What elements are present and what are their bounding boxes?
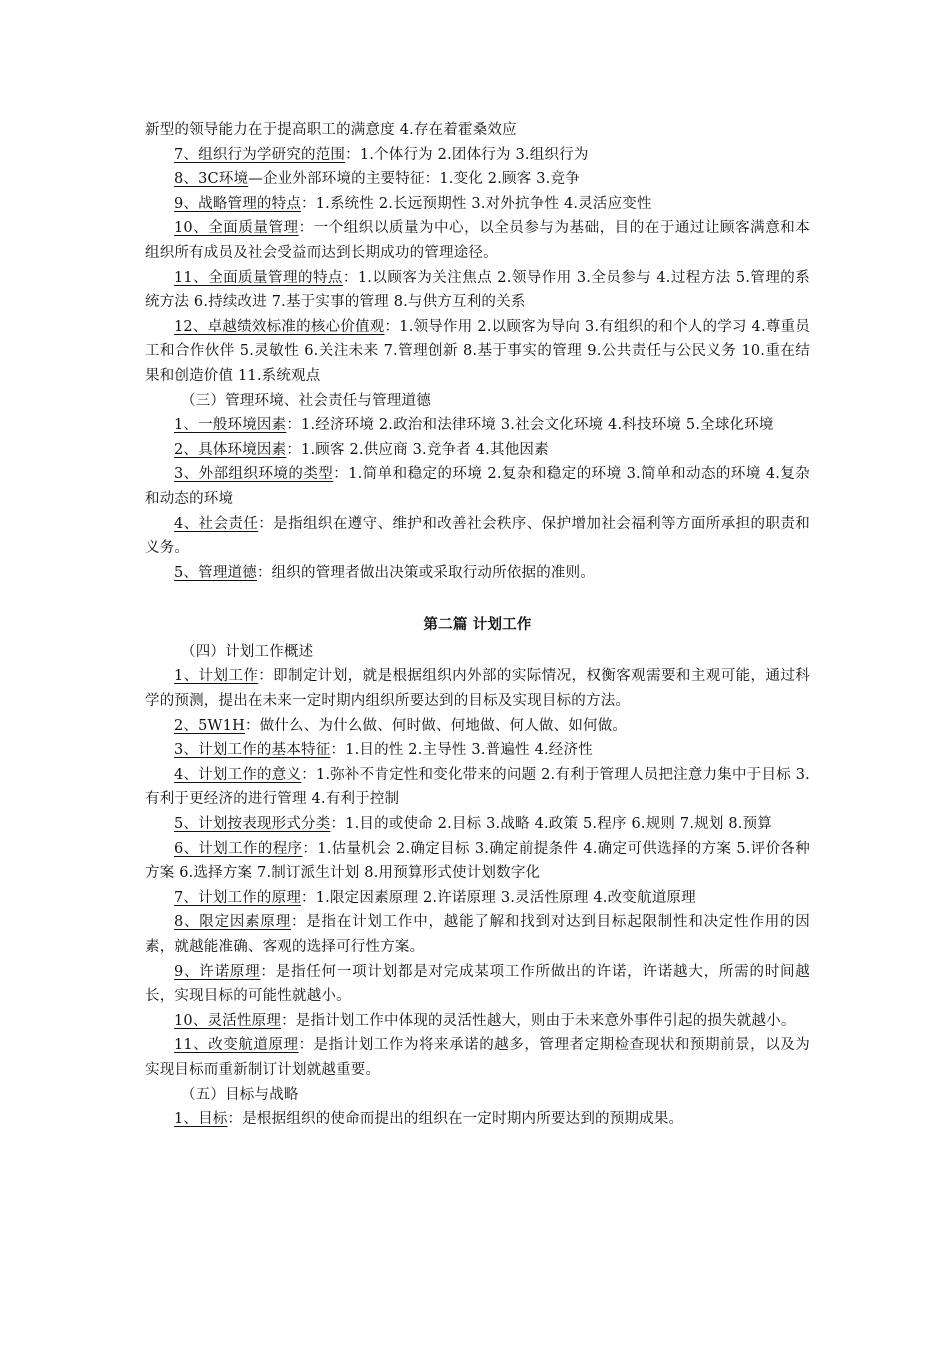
section-heading: （五）目标与战略 (181, 1086, 299, 1103)
paragraph (145, 167, 810, 192)
term: 2、5W1H (174, 717, 245, 734)
paragraph-text: ：1.弥补不肯定性和变化带来的问题 2.有利于管理人员把注意力集中于目标 3.有利于更经济的进行管理 4.有利于控制 (145, 766, 810, 808)
paragraph (145, 837, 810, 886)
section-heading: （四）计划工作概述 (181, 643, 314, 660)
paragraph-text: ：1.简单和稳定的环境 2.复杂和稳定的环境 3.简单和动态的环境 4.复杂和动态的环境 (145, 466, 810, 507)
paragraph (145, 738, 810, 763)
term: 1、目标 (174, 1111, 228, 1128)
term: 9、许诺原理 (174, 963, 261, 980)
term: 3、外部组织环境的类型 (174, 466, 334, 483)
paragraph-text: 新型的领导能力在于提高职工的满意度 4.存在着霍桑效应 (145, 122, 517, 138)
term: 5、计划按表现形式分类 (174, 816, 331, 833)
paragraph-text: ：是根据组织的使命而提出的组织在一定时期内所要达到的预期成果。 (227, 1111, 684, 1128)
paragraph (145, 216, 810, 265)
paragraph (145, 812, 810, 837)
term: 12、卓越绩效标准的核心价值观 (174, 318, 385, 335)
term: 11、改变航道原理 (174, 1037, 299, 1054)
paragraph-text: ：是指计划工作中体现的灵活性越大，则由于未来意外事件引起的损失就越小。 (281, 1012, 796, 1029)
paragraph (145, 960, 810, 1009)
paragraph (145, 462, 810, 511)
paragraph (145, 512, 810, 561)
paragraph (145, 664, 810, 713)
term: 3、计划工作的基本特征 (174, 742, 331, 759)
paragraph-text: ：1.经济环境 2.政治和法律环境 3.社会文化环境 4.科技环境 5.全球化环境 (286, 417, 774, 434)
term: 4、社会责任 (174, 515, 259, 532)
paragraph (145, 561, 810, 586)
paragraph-text: ：1.领导作用 2.以顾客为导向 3.有组织的和个人的学习 4.尊重员工和合作伙伴 5.灵敏性 6.关注未来 7.管理创新 8.基于事实的管理 9.公共责任与公民义务 10.重在结果和创造价值 11.系统观点 (145, 318, 810, 384)
term: 8、3C环境 (174, 171, 249, 188)
paragraph (145, 886, 810, 911)
paragraph-text: ：做什么、为什么做、何时做、何地做、何人做、如何做。 (244, 717, 628, 734)
term: 1、一般环境因素 (174, 417, 287, 434)
term: 1、计划工作 (174, 668, 259, 685)
paragraph-text: ：1.估量机会 2.确定目标 3.确定前提条件 4.确定可供选择的方案 5.评价各种方案 6.选择方案 7.制订派生计划 8.用预算形式使计划数字化 (145, 840, 810, 882)
paragraph-text: ：1.系统性 2.长远预期性 3.对外抗争性 4.灵活应变性 (301, 195, 652, 212)
paragraph (145, 763, 810, 812)
paragraph (145, 910, 810, 959)
paragraph-text: ：1.以顾客为关注焦点 2.领导作用 3.全员参与 4.过程方法 5.管理的系统方法 6.持续改进 7.基于实事的管理 8.与供方互利的关系 (145, 269, 810, 311)
paragraph (145, 413, 810, 438)
paragraph-text: ：是指组织在遵守、维护和改善社会秩序、保护增加社会福利等方面所承担的职责和义务。 (145, 515, 810, 557)
paragraph-text: ：组织的管理者做出决策或采取行动所依据的准则。 (256, 564, 596, 581)
paragraph (145, 192, 810, 217)
paragraph (145, 143, 810, 168)
paragraph-text: ：1.限定因素原理 2.许诺原理 3.灵活性原理 4.改变航道原理 (301, 889, 696, 906)
paragraph-text: ：1.顾客 2.供应商 3.竞争者 4.其他因素 (286, 441, 549, 458)
paragraph (145, 315, 810, 389)
paragraph-text: ：是指任何一项计划都是对完成某项工作所做出的许诺，许诺越大，所需的时间越长，实现目标的可能性就越小。 (145, 963, 810, 1005)
paragraph-text: ：一个组织以质量为中心，以全员参与为基础，目的在于通过让顾客满意和本组织所有成员及社会受益而达到长期成功的管理途径。 (145, 220, 810, 261)
paragraph (145, 1009, 810, 1034)
term: 7、计划工作的原理 (174, 889, 302, 906)
paragraph-text: ：1.个体行为 2.团体行为 3.组织行为 (345, 146, 589, 163)
term: 10、全面质量管理 (174, 220, 299, 237)
section-heading: （三）管理环境、社会责任与管理道德 (181, 392, 431, 409)
term: 2、具体环境因素 (174, 441, 287, 458)
term: 7、组织行为学研究的范围 (174, 146, 346, 163)
paragraph-text: ：是指计划工作为将来承诺的越多，管理者定期检查现状和预期前景，以及为实现目标而重新制订计划就越重要。 (145, 1037, 810, 1078)
paragraph-text: ：是指在计划工作中，越能了解和找到对达到目标起限制性和决定性作用的因素，就越能准确、客观的选择可行性方案。 (145, 914, 810, 955)
paragraph-text: ：1.目的性 2.主导性 3.普遍性 4.经济性 (330, 742, 593, 759)
paragraph-text: —企业外部环境的主要特征：1.变化 2.顾客 3.竞争 (248, 171, 580, 188)
paragraph (145, 438, 810, 463)
term: 9、战略管理的特点 (174, 195, 302, 212)
paragraph-text: ：1.目的或使命 2.目标 3.战略 4.政策 5.程序 6.规则 7.规划 8.预算 (330, 816, 772, 833)
paragraph (145, 118, 810, 143)
document-body (145, 118, 810, 1132)
paragraph (145, 266, 810, 315)
term: 10、灵活性原理 (174, 1012, 282, 1029)
term: 4、计划工作的意义 (174, 766, 302, 783)
paragraph (145, 714, 810, 739)
paragraph (145, 1107, 810, 1132)
chapter-title: 第二篇 计划工作 (423, 617, 532, 634)
paragraph-text: ：即制定计划，就是根据组织内外部的实际情况，权衡客观需要和主观可能，通过科学的预测，提出在未来一定时期内组织所要达到的目标及实现目标的方法。 (145, 668, 810, 710)
term: 6、计划工作的程序 (174, 840, 303, 857)
term: 11、全面质量管理的特点 (174, 269, 343, 286)
paragraph (145, 1033, 810, 1082)
term: 5、管理道德 (174, 564, 257, 581)
term: 8、限定因素原理 (174, 914, 291, 931)
